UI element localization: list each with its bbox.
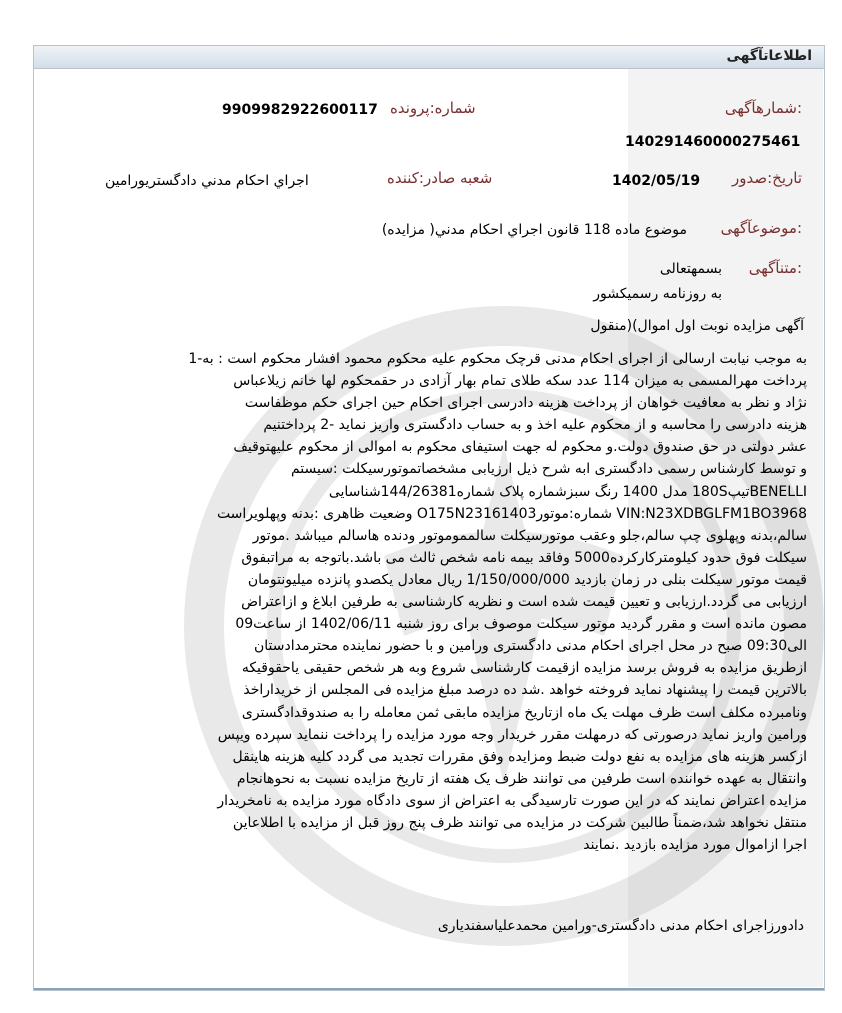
case-number-value: 9909982922600117 bbox=[222, 102, 378, 118]
opening-bismillah: بسمهتعالی bbox=[659, 261, 722, 277]
body-line: BENELLIتیپ180S مدل 1400 رنگ سبزشماره پلاک شماره144/26381شناسایی bbox=[328, 483, 807, 500]
body-line: منتقل نخواهد شد،ضمناً طالبین شرکت در مزایده می توانند ظرف پنج روز قبل از مزایده با اطلاعاین bbox=[232, 814, 807, 831]
body-line: به موجب نیابت ارسالی از اجرای احکام مدنی قرچک محکوم علیه محکوم محمود افشار محکوم است : به-1 bbox=[188, 351, 807, 367]
body-line: سیکلت فوق حدود کیلومترکارکرده5000 وفاقد بیمه نامه شخص ثالث می باشد.باتوجه به مراتبفوق bbox=[241, 549, 807, 566]
subject-value: موضوع ماده 118 قانون اجراي احكام مدني( مزايده) bbox=[381, 222, 687, 238]
issuing-branch-value: اجراي احكام مدني دادگستريورامين bbox=[105, 173, 309, 189]
body-line: الی09:30 صبح در محل اجرای احکام مدنی دادگستری ورامین و با حضور نماینده محترمدادستان bbox=[253, 638, 807, 655]
panel-title: اطلاعاتآگهی bbox=[726, 48, 812, 64]
body-line: عشر دولتی در حق صندوق دولت.و محکوم له جهت استیفای محکوم به اموالی از محکوم علیهتوقیف bbox=[233, 439, 807, 456]
body-line: بالاترین قیمت را پیشنهاد نماید فروخته خواهد .شد ده درصد مبلغ مزایده فی المجلس از خریداراخذ bbox=[243, 682, 807, 699]
case-number-label: شماره:پرونده bbox=[390, 99, 476, 117]
opening-heading: آگهی مزایده نوبت اول اموال)(منقول bbox=[590, 318, 804, 334]
body-line: ارزیابی می گردد.ارزیابی و تعیین قیمت شده است و نظریه کارشناسی به طرفین ابلاغ و ازاعتراض bbox=[241, 594, 807, 611]
body-line: نژاد و نظر به معافیت خواهان از پرداخت هزینه دادرسی اجرای احکام حین اجرای حکم موظفاست bbox=[244, 395, 807, 412]
subject-label: موضوعآگهی: bbox=[720, 219, 802, 237]
body-line: وانتقال به عهده خواننده است طرفین می توانند ظرف یک هفته از تاریخ مزایده نسبت به نحوهانجام bbox=[236, 770, 807, 787]
issue-date-value: 1402/05/19 bbox=[612, 173, 701, 189]
signature: دادورزاجرای احکام مدنی دادگستری-ورامین محمدعلیاسفندیاری bbox=[437, 918, 804, 934]
body-line: هزینه دادرسی را محاسبه و از محکوم علیه اخذ و به حساب دادگستری واریز نماید -2 پرداختنیم bbox=[263, 417, 807, 434]
ad-number-value: 140291460000275461 bbox=[625, 134, 801, 150]
body-line: قیمت موتور سیکلت بنلی در زمان بازدید 1/150/000/000 ریال معادل یکصدو پانزده میلیونتومان bbox=[247, 571, 807, 588]
body-line: و توسط کارشناس رسمی دادگستری ابه شرح ذیل ارزیابی مشخصاتموتورسیکلت :سیستم bbox=[290, 461, 807, 478]
body-line: مزایده اعتراض نمایند که در این صورت تارسیدگی به اعتراض از سوی دادگاه مورد مزایده به نامخریدار bbox=[217, 792, 807, 809]
issuing-branch-label: شعبه صادر:كننده bbox=[387, 169, 493, 187]
body-line: مصون مانده است و مقرر گردید موتور سیکلت موصوف برای روز شنبه 1402/06/11 از ساعت09 bbox=[235, 616, 807, 633]
body-line: ورامین واریز نماید درصورتی که درمهلت مقرر خریدار وجه مورد مزایده را پرداخت ننماید سپرده ویپس bbox=[217, 726, 807, 743]
body-line: ازطریق مزایده به فروش برسد مزایده ازقیمت کارشناسی شروع وبه هر شخص حقیقی یاحقوقیکه bbox=[241, 660, 807, 677]
body-line: پرداخت مهرالمسمی به میزان 114 عدد سکه طلای تمام بهار آزادی در حقمحکوم لها خانم زیلاعباس bbox=[233, 373, 807, 390]
body-line: ونامبرده مکلف است ظرف مهلت یک ماه ازتاریخ مزایده مابقی ثمن معامله را به صندوقدادگستری bbox=[241, 704, 807, 721]
body-line: VIN:N23XDBGLFM1BO3968 شماره:موتورO175N23161403 وضعیت ظاهری :بدنه وپهلویراست bbox=[216, 505, 807, 522]
body-line: ازکسر هزینه های مزایده به نفع دولت ضبط ومزایده وفق مقررات تجدید می گردد کلیه هزینه هاینقل bbox=[232, 748, 807, 765]
text-label: متنآگهی: bbox=[748, 259, 802, 277]
panel-bottom-border bbox=[34, 988, 824, 990]
issue-date-label: تاريخ:صدور bbox=[732, 169, 802, 187]
body-line: اجرا ازاموال مورد مزایده بازدید .نمایند bbox=[583, 837, 807, 854]
ad-number-label: شمارهآگهی: bbox=[724, 99, 802, 117]
panel-header bbox=[34, 46, 824, 69]
opening-addressee: به روزنامه رسمیکشور bbox=[593, 286, 722, 302]
ad-body-text bbox=[65, 348, 807, 856]
body-line: سالم،بدنه وپهلوی چپ سالم،جلو وعقب موتورسیکلت سالمموموتور ودنده هاسالم میباشد .موتور bbox=[252, 527, 807, 544]
